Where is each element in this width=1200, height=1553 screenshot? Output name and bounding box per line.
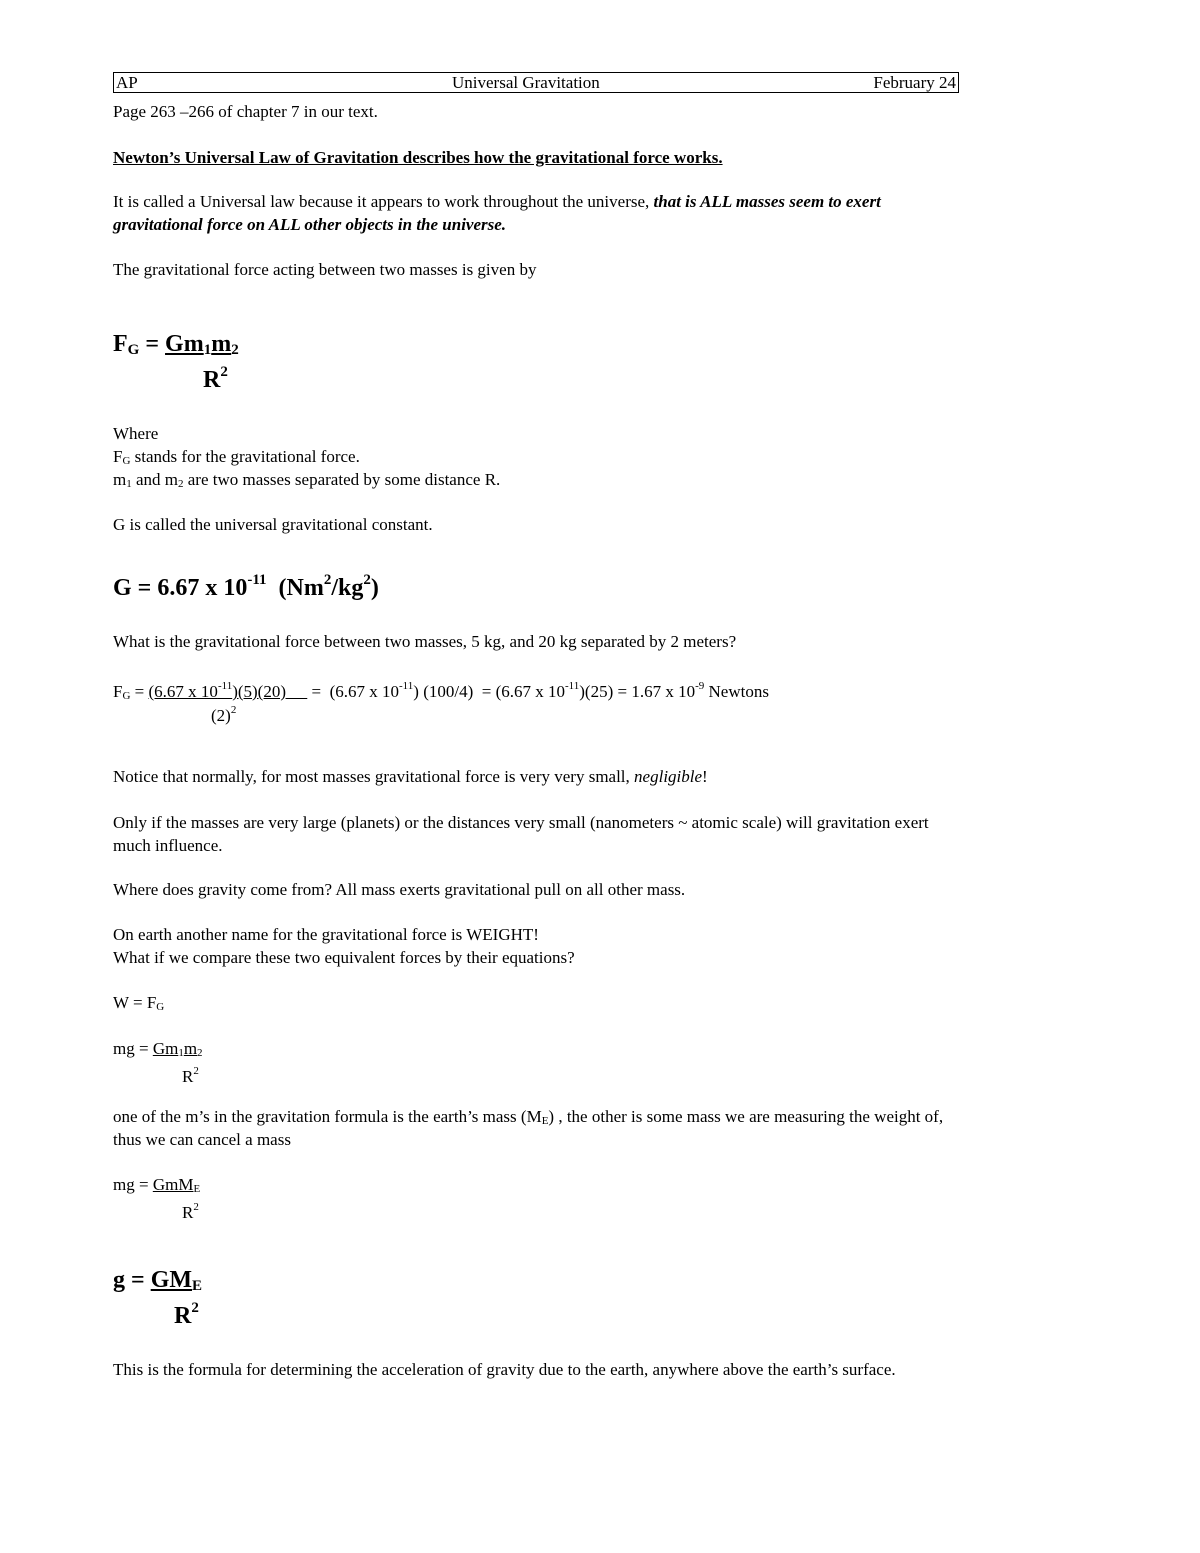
g-formula-denominator [174,1294,199,1330]
numer-sub2: 2 [231,342,239,358]
mg1-denom-sup: 2 [193,1065,199,1077]
g-const-d: ) [370,575,379,601]
calc-f: F [113,682,123,701]
universal-paragraph-line1 [113,190,881,213]
calc-res-b: Newtons [704,682,769,701]
example-question: What is the gravitational force between two masses, 5 kg, and 20 kg separated by 2 meters? [113,632,737,651]
m-def-text: are two masses separated by some distance R. [183,470,501,489]
page-header [113,72,959,93]
calc-step2-exp: -11 [565,680,580,692]
numer-m: m [211,331,232,357]
formula-lhs-sub: G [127,342,140,358]
calc-step1-exp: -11 [399,680,414,692]
mg2-sub: E [193,1183,201,1195]
g-sub: E [192,1278,203,1294]
cancel-line2: thus we can cancel a mass [113,1130,291,1149]
gravity-origin: Where does gravity come from? All mass exerts gravitational pull on all other mass. [113,880,686,899]
mg2-numer-a: GmM [152,1175,194,1194]
mg2-denom-sup: 2 [193,1201,199,1213]
notice-italic: negligible [634,767,703,786]
m-def-sub1: 1 [126,478,132,490]
header-date: February 24 [873,73,956,92]
weight-line1: On earth another name for the gravitational force is WEIGHT! [113,925,539,944]
g-const-exp: -11 [247,572,267,588]
calc-numer-exp: -11 [217,680,233,692]
numer-sub1: 1 [203,342,212,358]
mg1-lhs: mg = [113,1039,153,1058]
calc-step1-b: ) (100/4) = (6.67 x 10 [413,682,565,701]
fg-def-sub: G [122,455,131,467]
calc-denom-sup: 2 [230,704,237,716]
g-constant-text: G is called the universal gravitational constant. [113,515,433,534]
gravitation-formula-denominator [203,358,228,394]
m-def-m1: m [113,470,127,489]
calc-numer-a: (6.67 x 10 [148,682,218,701]
universal-emphasis-1: that is ALL masses seem to exert [653,192,881,211]
calc-denom: (2) [211,706,231,725]
mg-equation-1-denominator [182,1060,199,1088]
header-title: Universal Gravitation [452,73,600,92]
g-const-sup2: 2 [323,572,332,588]
formula-numerator [165,331,239,357]
universal-paragraph-line2: gravitational force on ALL other objects in the universe. [113,215,507,234]
calc-numer-b: )(5)(20) [232,682,287,701]
mg2-denom: R [182,1203,194,1222]
g-constant-value [113,566,379,602]
weight-line2: What if we compare these two equivalent forces by their equations? [113,948,575,967]
only-if-line2: much influence. [113,836,223,855]
g-numerator [151,1267,202,1293]
section-heading: Newton’s Universal Law of Gravitation describes how the gravitational force works. [113,148,723,167]
conclusion: This is the formula for determining the acceleration of gravity due to the earth, anywhere above the earth’s surface. [113,1360,896,1379]
g-numer: GM [150,1267,193,1293]
mg1-numer-a: Gm [152,1039,179,1058]
fg-def-f: F [113,447,123,466]
g-denom-sup: 2 [191,1300,199,1316]
g-const-sup3: 2 [363,572,371,588]
notice-b: ! [702,767,708,786]
force-intro: The gravitational force acting between two masses is given by [113,260,537,279]
m-def-and: and m [131,470,179,489]
cancel-sub: E [541,1115,549,1127]
numer-gm: Gm [165,331,204,357]
calc-numer-pad [286,682,307,701]
formula-lhs: F [113,331,128,357]
calc-eq: = [130,682,149,701]
where-label: Where [113,424,159,443]
w-eq-a: W = F [113,993,157,1012]
cancel-b: ) , the other is some mass we are measuring the weight of, [548,1107,944,1126]
m-def-sub2: 2 [178,478,184,490]
fg-def-text: stands for the gravitational force. [130,447,360,466]
mg1-sub2: 2 [197,1047,203,1059]
weight-equation [113,991,164,1019]
mg1-sub1: 1 [178,1047,184,1059]
denom-r: R [203,367,221,393]
denom-sup: 2 [220,364,228,380]
formula-equals: = [139,331,166,357]
notice-paragraph [113,765,708,788]
g-lhs: g = [113,1267,151,1293]
mg2-numerator [153,1175,200,1194]
reading-assignment: Page 263 –266 of chapter 7 in our text. [113,102,378,121]
only-if-line1: Only if the masses are very large (planets) or the distances very small (nanometers ~ atomic scale) will gravitation exert [113,813,929,832]
w-eq-sub: G [156,1001,165,1013]
calc-step1-a: = (6.67 x 10 [311,682,400,701]
g-const-c: /kg [331,575,364,601]
cancel-a: one of the m’s in the gravitation formula is the earth’s mass (M [113,1107,542,1126]
mg2-lhs: mg = [113,1175,153,1194]
calc-step2-b: )(25) = 1.67 x 10 [579,682,696,701]
calc-res-exp: -9 [695,680,705,692]
mg1-numer-m: m [183,1039,198,1058]
g-const-a: G = 6.67 x 10 [113,575,248,601]
mg1-numerator [153,1039,203,1058]
notice-a: Notice that normally, for most masses gravitational force is very very small, [113,767,635,786]
universal-plain-text: It is called a Universal law because it appears to work throughout the universe, [113,192,654,211]
calc-f-sub: G [122,690,131,702]
g-const-b: (Nm [266,575,324,601]
calc-denominator [211,699,236,727]
mg-equation-2-denominator [182,1196,199,1224]
mg1-denom: R [182,1067,194,1086]
header-course: AP [116,73,138,92]
masses-definition [113,468,500,496]
g-denom: R [174,1303,192,1329]
